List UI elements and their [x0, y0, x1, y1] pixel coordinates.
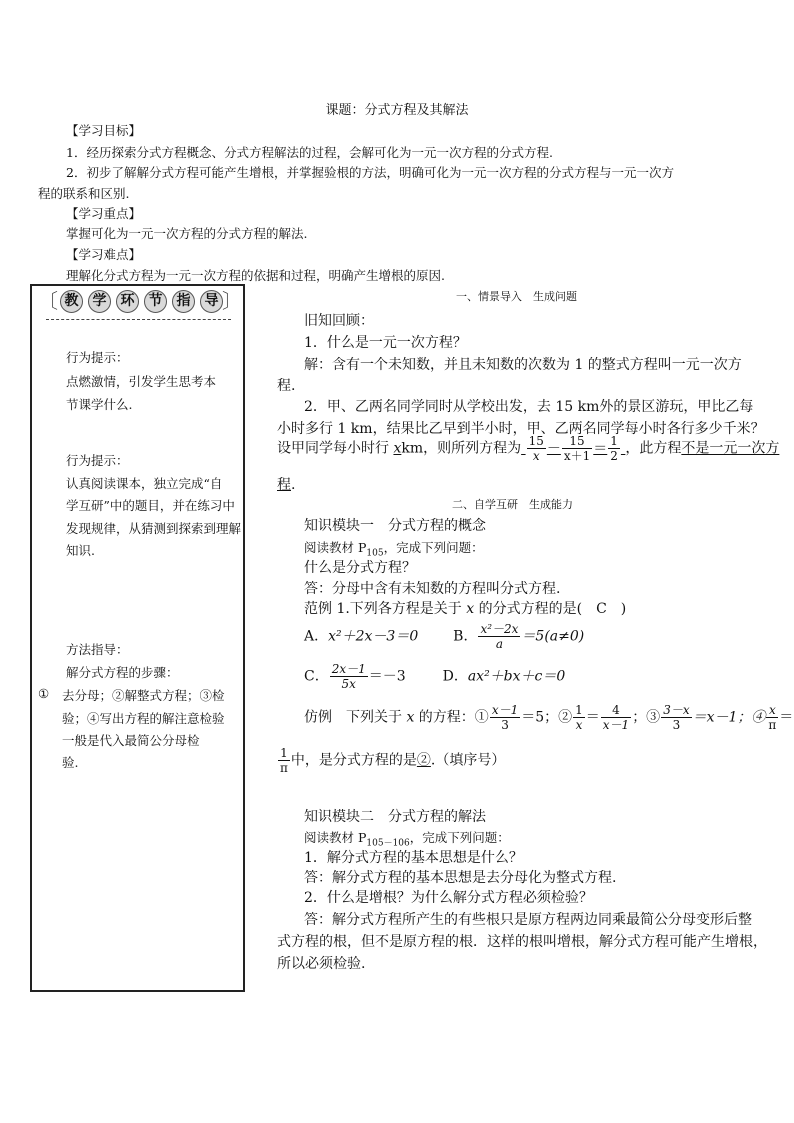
banner-char: 环	[116, 290, 139, 313]
fraction: $\frac{15}{x+1}$	[563, 434, 591, 463]
difficulty-text: 理解化分式方程为一元一次方程的依据和过程，明确产生增根的原因.	[66, 268, 445, 283]
banner-left-bracket: 〔	[38, 289, 58, 313]
equation-answer: $\frac{15}{x}$ － $\frac{15}{x+1}$ ＝ $\frac{1}{2}$	[528, 434, 618, 463]
banner-char: 导	[200, 290, 223, 313]
objective-1: 1．经历探索分式方程概念、分式方程解法的过程，会解可化为一元一次方程的分式方程.	[66, 145, 553, 160]
module2-answer-2c: 所以必须检验.	[277, 956, 366, 972]
fraction: $\frac{1}{2}$	[610, 434, 618, 463]
example-1: 范例 1.下列各方程是关于 x 的分式方程的是( C )	[304, 601, 627, 617]
section2-heading: 二、自学互研 生成能力	[452, 498, 573, 511]
module1-answer: 答：分母中含有未知数的方程叫分式方程.	[304, 581, 561, 597]
sidebar-banner	[36, 288, 242, 326]
blank-variable: x	[393, 440, 402, 457]
fraction: $\frac{15}{x}$	[528, 434, 544, 463]
banner-char: 指	[172, 290, 195, 313]
keypoint-text: 掌握可化为一元一次方程的分式方程的解法.	[66, 226, 308, 241]
tip2-line: 知识.	[66, 543, 95, 558]
tip2-line: 认真阅读课本，独立完成“自	[66, 476, 223, 491]
fraction: $\frac{2x-1}{5x}$	[331, 662, 366, 691]
objectives-heading: 【学习目标】	[66, 123, 142, 138]
method-line: 一般是代入最简公分母检	[62, 733, 200, 748]
module2-answer-2a: 答：解分式方程所产生的有些根只是原方程两边同乘最简公分母变形后整	[304, 912, 752, 928]
method-line: 解分式方程的步骤：	[66, 665, 179, 680]
blank-answer: ②	[416, 752, 431, 769]
banner-divider	[46, 319, 231, 320]
blank-answer: 不是一元一次方	[681, 440, 780, 457]
fraction: $\frac{1}{x}$	[575, 703, 583, 732]
banner-char: 学	[88, 290, 111, 313]
question-2b: 小时多行 1 km，结果比乙早到半小时，甲、乙两名同学每小时各行多少千米？	[277, 421, 765, 437]
fraction: $\frac{\text{x²－2x}}{a}$	[480, 622, 519, 651]
fraction: $\frac{1}{\pi}$	[280, 746, 288, 775]
module1-read: 阅读教材 $P_{105}$，完成下列问题：	[304, 540, 484, 559]
question-1: 1．什么是一元一次方程？	[304, 335, 467, 351]
method-line: 验.	[62, 755, 79, 770]
answer-1a: 解：含有一个未知数，并且未知数的次数为 1 的整式方程叫一元一次方	[304, 357, 742, 373]
option-c-d: C． $\frac{2x-1}{5x}$ ＝－3 D．ax²＋bx＋c＝0	[304, 662, 566, 691]
answer-1b: 程.	[277, 378, 296, 394]
banner-char: 节	[144, 290, 167, 313]
tip2-line: 学互研”中的题目，并在练习中	[66, 498, 235, 513]
module1-question: 什么是分式方程？	[304, 560, 416, 576]
module2-title: 知识模块二 分式方程的解法	[304, 809, 486, 825]
method-line: 验；④写出方程的解注意检验	[62, 711, 225, 726]
objective-2b: 程的联系和区别.	[38, 186, 130, 201]
module2-answer-2b: 式方程的根，但不是原方程的根．这样的根叫增根，解分式方程可能产生增根，	[277, 934, 767, 950]
tip1-line: 点燃激情，引发学生思考本	[66, 374, 217, 389]
module1-title: 知识模块一 分式方程的概念	[304, 518, 486, 534]
section1-heading: 一、情景导入 生成问题	[456, 290, 577, 303]
banner-right-bracket: 〕	[222, 289, 242, 313]
method-label: 方法指导：	[66, 642, 129, 657]
module2-read: 阅读教材 $P_{105-106}$，完成下列问题：	[304, 830, 510, 849]
method-num: ①	[38, 686, 50, 701]
imitation-example: 仿例 下列关于 x 的方程：① $\frac{x-1}{3}$ ＝5；② $\frac{1}{x}$ ＝ $\frac{4}{x-1}$ ；③ $\frac{3-x}{3}$ ＝x－1；④ $\frac{x}{\pi}$ ＝	[304, 703, 794, 732]
module2-answer-1: 答：解分式方程的基本思想是去分母化为整式方程.	[304, 870, 617, 886]
equation-setup: 设甲同学每小时行 xkm，则所列方程为 $\frac{15}{x}$ － $\frac{15}{x+1}$ ＝ $\frac{1}{2}$ ，此方程不是一元一次方	[277, 434, 780, 463]
fraction: $\frac{4}{x-1}$	[602, 703, 630, 732]
equation-setup-end: 程.	[277, 477, 296, 493]
tip1-line: 节课学什么.	[66, 397, 133, 412]
tip2-line: 发现规律，从猜测到探索到理解	[66, 521, 242, 536]
fraction: $\frac{x}{\pi}$	[768, 703, 777, 732]
option-a-b: A．x²＋2x－3＝0 B． $\frac{\text{x²－2x}}{a}$ ＝5(a≠0)	[304, 622, 585, 651]
tip2-label: 行为提示：	[66, 453, 129, 468]
tip1-label: 行为提示：	[66, 350, 129, 365]
fraction: $\frac{x-1}{3}$	[491, 703, 519, 732]
module2-question-2: 2．什么是增根？为什么解分式方程必须检验？	[304, 890, 593, 906]
difficulty-heading: 【学习难点】	[66, 247, 142, 262]
fraction: $\frac{3-x}{3}$	[663, 703, 690, 732]
keypoint-heading: 【学习重点】	[66, 206, 142, 221]
method-line: 去分母；②解整式方程；③检	[62, 688, 225, 703]
page-title: 课题：分式方程及其解法	[325, 103, 469, 118]
review-label: 旧知回顾：	[304, 313, 374, 329]
imitation-answer-line: $\frac{1}{\pi}$ 中，是分式方程的是②.（填序号）	[280, 746, 506, 775]
question-2a: 2．甲、乙两名同学同时从学校出发，去 15 km外的景区游玩，甲比乙每	[304, 399, 754, 415]
sidebar-box	[30, 284, 245, 992]
banner-char: 教	[60, 290, 83, 313]
module2-question-1: 1．解分式方程的基本思想是什么？	[304, 850, 523, 866]
objective-2a: 2．初步了解解分式方程可能产生增根，并掌握验根的方法，明确可化为一元一次方程的分式方程与一元一次方	[66, 165, 674, 180]
